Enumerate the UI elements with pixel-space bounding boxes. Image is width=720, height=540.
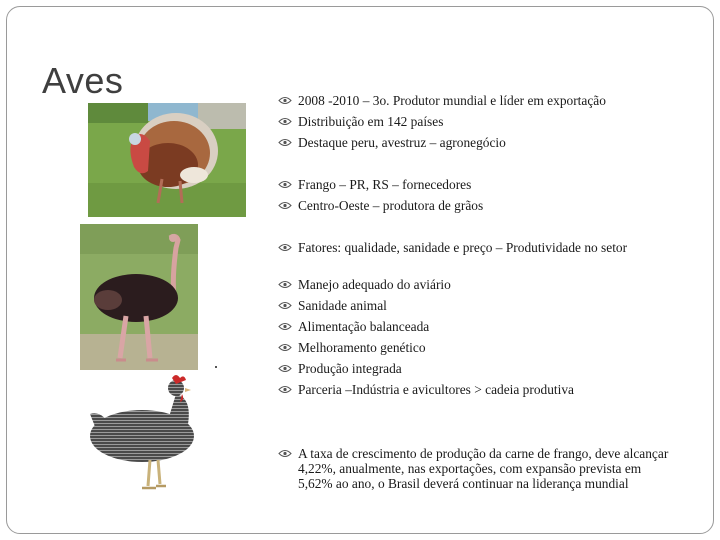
bullet-icon	[278, 137, 292, 148]
bullet-text: Destaque peru, avestruz – agronegócio	[298, 135, 506, 150]
hen-photo	[84, 372, 208, 500]
bullet-item	[276, 240, 676, 255]
bullet-item	[276, 319, 676, 334]
bullet-text: Sanidade animal	[298, 298, 387, 313]
slide-title: Aves	[42, 60, 124, 101]
bullet-item	[276, 135, 676, 150]
bullet-icon	[278, 321, 292, 332]
bullet-item	[276, 382, 676, 397]
bullet-text: 2008 -2010 – 3o. Produtor mundial e líder em exportação	[298, 93, 606, 108]
bullet-text: Alimentação balanceada	[298, 319, 430, 334]
bullet-icon	[278, 95, 292, 106]
bullet-text: Melhoramento genético	[298, 340, 426, 355]
bullet-text: Fatores: qualidade, sanidade e preço – Produtividade no setor	[298, 240, 628, 255]
bullet-text: Produção integrada	[298, 361, 402, 376]
bullet-icon	[278, 342, 292, 353]
bullet-item	[276, 340, 676, 355]
bullet-icon	[278, 363, 292, 374]
stray-dot	[215, 366, 217, 368]
bullet-item	[276, 361, 676, 376]
turkey-photo	[88, 103, 246, 217]
bullet-icon	[278, 448, 292, 459]
bullet-item	[276, 298, 676, 313]
bullet-item	[276, 114, 676, 129]
bullet-item	[276, 446, 676, 491]
bullet-icon	[278, 384, 292, 395]
bullet-icon	[278, 300, 292, 311]
bullet-icon	[278, 279, 292, 290]
bullet-text: Centro-Oeste – produtora de grãos	[298, 198, 484, 213]
bullet-text: Parceria –Indústria e avicultores > cadeia produtiva	[298, 382, 574, 397]
bullet-item	[276, 93, 676, 108]
bullet-item	[276, 277, 676, 292]
bullet-item	[276, 198, 676, 213]
bullet-text: Frango – PR, RS – fornecedores	[298, 177, 472, 192]
bullet-icon	[278, 116, 292, 127]
ostrich-photo	[80, 224, 198, 370]
bullet-icon	[278, 242, 292, 253]
bullet-text: Manejo adequado do aviário	[298, 277, 451, 292]
bullet-item	[276, 177, 676, 192]
bullet-icon	[278, 200, 292, 211]
bullet-text: A taxa de crescimento de produção da carne de frango, deve alcançar 4,22%, anualmente, nas exportações, com expansão prevista em 5,62% ao ano, o Brasil deverá continuar na liderança mundial	[298, 446, 669, 491]
bullet-text: Distribuição em 142 países	[298, 114, 444, 129]
bullet-icon	[278, 179, 292, 190]
